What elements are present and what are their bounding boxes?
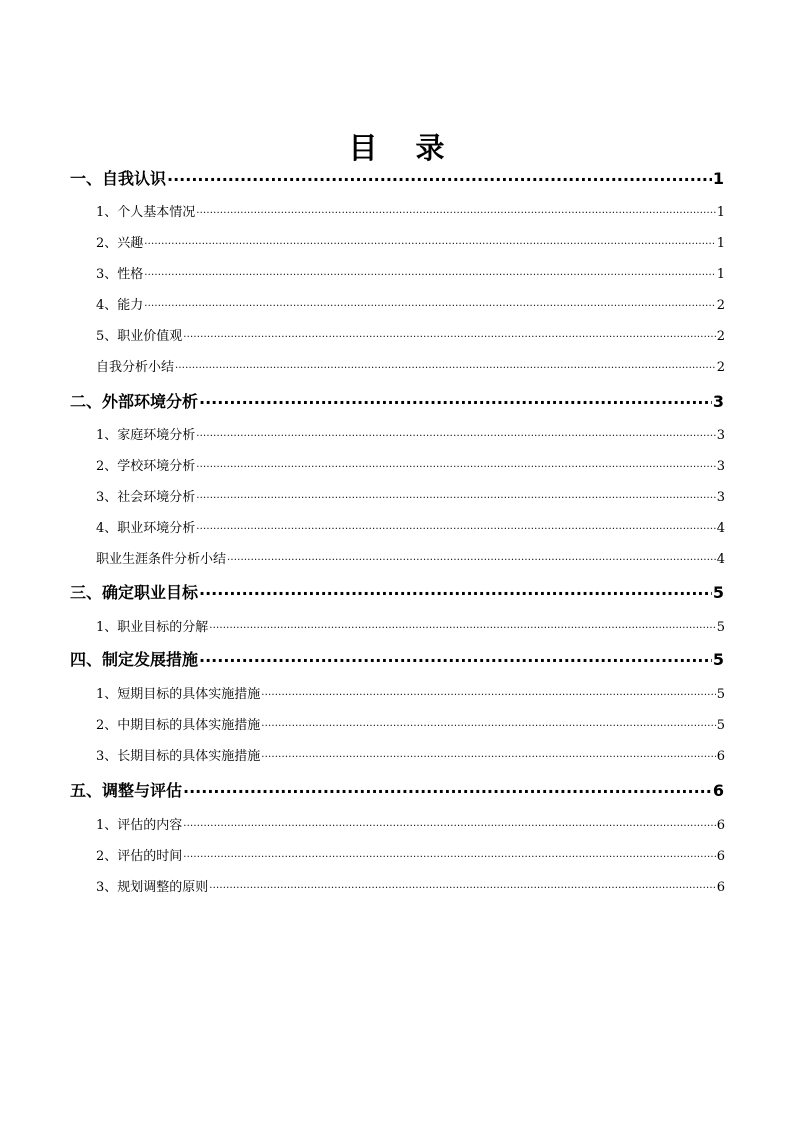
toc-entry-label: 1、家庭环境分析 [96,428,196,443]
dot-leader [196,488,715,501]
toc-entry-label: 2、中期目标的具体实施措施 [96,718,261,733]
toc-entry-page: 4 [716,552,725,567]
toc-title: 目 录 [348,131,459,165]
toc-entry[interactable] [96,265,725,283]
toc-entry-page: 6 [716,818,725,833]
toc-entry[interactable] [70,168,724,190]
dot-leader [144,234,715,247]
toc-entry-label: 1、个人基本情况 [96,205,196,220]
toc-entry-page: 6 [716,749,725,764]
toc-entry-page: 5 [716,718,725,733]
dot-leader [209,878,715,891]
toc-entry-page: 3 [712,392,724,411]
toc-entry-page: 5 [716,687,725,702]
toc-entry-label: 四、制定发展措施 [70,650,199,669]
toc-entry-label: 3、性格 [96,267,144,282]
toc-entry[interactable] [96,847,725,865]
toc-entry[interactable] [96,426,725,444]
dot-leader [196,203,715,216]
dot-leader [199,391,712,407]
toc-entry-page: 2 [716,329,725,344]
toc-entry-page: 1 [712,169,724,188]
toc-entry[interactable] [70,649,724,671]
toc-entry[interactable] [96,234,725,252]
toc-entry-label: 1、短期目标的具体实施措施 [96,687,261,702]
dot-leader [209,618,715,631]
dot-leader [183,816,715,829]
toc-entry-page: 3 [716,490,725,505]
dot-leader [196,457,715,470]
toc-entry-label: 自我分析小结 [96,360,175,375]
toc-entry[interactable] [96,457,725,475]
dot-leader [261,716,715,729]
toc-entry[interactable] [96,716,725,734]
toc-entry-label: 2、兴趣 [96,236,144,251]
toc-entry[interactable] [96,550,725,568]
dot-leader [183,780,712,796]
toc-entry-page: 3 [716,428,725,443]
toc-entry-label: 2、学校环境分析 [96,459,196,474]
toc-entry-label: 3、规划调整的原则 [96,880,209,895]
toc-entry-label: 1、评估的内容 [96,818,183,833]
toc-entry[interactable] [96,816,725,834]
toc-entry[interactable] [96,747,725,765]
toc-entry[interactable] [96,296,725,314]
dot-leader [199,582,712,598]
toc-entry-label: 4、职业环境分析 [96,521,196,536]
toc-entry-page: 6 [712,781,724,800]
toc-entry-page: 2 [716,298,725,313]
toc-entry[interactable] [96,519,725,537]
toc-entry-label: 4、能力 [96,298,144,313]
toc-entry-page: 5 [712,583,724,602]
toc-entry-page: 3 [716,459,725,474]
dot-leader [196,426,715,439]
dot-leader [183,847,715,860]
dot-leader [227,550,716,563]
toc-entry-page: 1 [716,236,725,251]
toc-entry[interactable] [96,358,725,376]
toc-entry-page: 2 [716,360,725,375]
dot-leader [183,327,715,340]
toc-entry[interactable] [70,582,724,604]
dot-leader [261,685,715,698]
toc-entry-page: 1 [716,267,725,282]
toc-entry-page: 6 [716,880,725,895]
dot-leader [167,168,712,184]
toc-entry[interactable] [96,203,725,221]
toc-entry[interactable] [96,878,725,896]
dot-leader [144,265,715,278]
dot-leader [261,747,715,760]
dot-leader [175,358,716,371]
toc-entry-page: 1 [716,205,725,220]
toc-entry-label: 三、确定职业目标 [70,583,199,602]
dot-leader [196,519,715,532]
dot-leader [144,296,715,309]
toc-entry[interactable] [96,488,725,506]
toc-entry-label: 3、长期目标的具体实施措施 [96,749,261,764]
toc-entry-page: 4 [716,521,725,536]
toc-entry[interactable] [96,618,725,636]
toc-entry[interactable] [70,391,724,413]
toc-entry[interactable] [96,327,725,345]
toc-entry-label: 5、职业价值观 [96,329,183,344]
toc-entry-label: 2、评估的时间 [96,849,183,864]
toc-entry-label: 1、职业目标的分解 [96,620,209,635]
toc-entry-label: 职业生涯条件分析小结 [96,552,227,567]
toc-entry-label: 五、调整与评估 [70,781,183,800]
toc-entry-label: 二、外部环境分析 [70,392,199,411]
toc-entry[interactable] [96,685,725,703]
toc-entry-label: 一、自我认识 [70,169,167,188]
dot-leader [199,649,712,665]
toc-entry-page: 5 [712,650,724,669]
toc-entry-page: 5 [716,620,725,635]
toc-entry-page: 6 [716,849,725,864]
toc-entry-label: 3、社会环境分析 [96,490,196,505]
toc-entry[interactable] [70,780,724,802]
